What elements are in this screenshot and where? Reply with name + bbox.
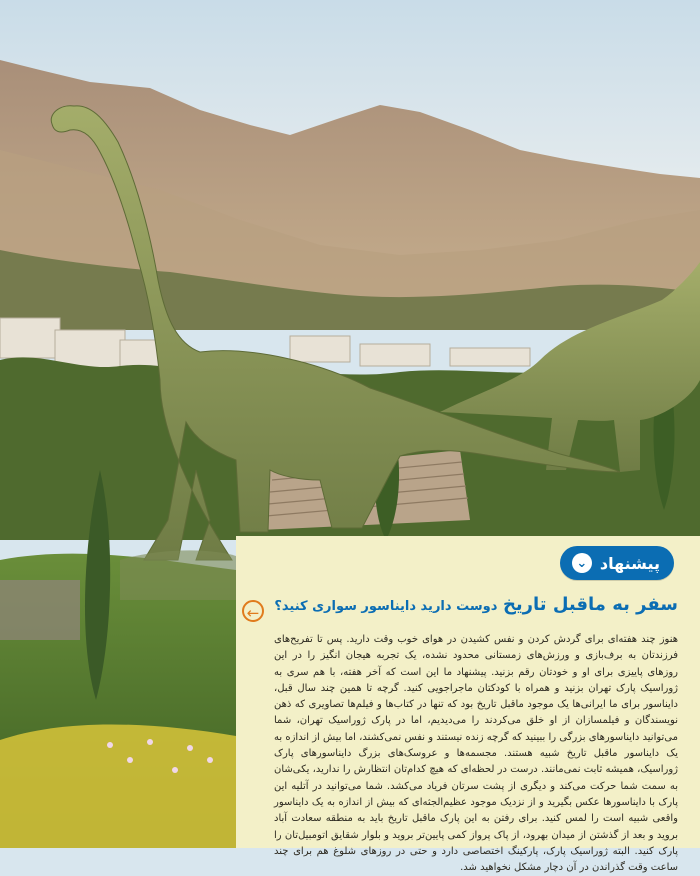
arrow-left-icon[interactable]: ← <box>242 600 264 622</box>
article-paragraph: هنوز چند هفته‌ای برای گردش کردن و نفس کشیدن در هوای خوب وقت دارید. پس تا تفریح‌های فرزندتان به برف‌بازی و ورزش‌های زمستانی محدود نشده، یک تجربه هیجان انگیز را در این روزهای پاییزی برای او و خودتان رقم بزنید. پیشنهاد ما این است که آخر هفته، با هم سری به ژوراسیک پارک تهران بزنید و همراه با کودکتان ماجراجویی کنید. گرچه تا همین چند سال قبل، دایناسور برای ما ایرانی‌ها یک موجود ماقبل تاریخ بود که تنها در کتاب‌ها و فیلم‌ها تصاویری که ذهن نویسندگان و فیلمسازان از او خلق می‌کردند را می‌دیدیم، اما در پارک ژوراسیک تهران، شما می‌توانید دایناسورهای بزرگی را ببینید که گرچه زنده نیستند و نفس نمی‌کشند، اما بیش از اندازه به یک دایناسور ماقبل تاریخ شبیه هستند. مجسمه‌ها و عروسک‌های بزرگ دایناسورهای پارک ژوراسیک، همیشه ثابت نمی‌مانند. درست در لحظه‌ای که هیچ کدام‌تان انتظارش را ندارید، یکی‌شان به سمت شما حرکت می‌کند و دیگری از پشت سرتان فریاد می‌کشد. شما می‌توانید در آتلیه این پارک با دایناسورها عکس بگیرید و از نزدیک موجود عظیم‌الجثه‌ای که بیش از اندازه به یک دایناسور واقعی شبیه است را لمس کنید. برای رفتن به این پارک ماقبل تاریخ باید به منطقه سعادت آباد بروید و بعد از گذشتن از میدان بهرود، از پاک پرواز کمی پایین‌تر بروید و بلوار شقایق اتومبیل‌تان را پارک کنید. البته ژوراسیک پارک، پارکینگ اختصاصی دارد و حتی در روزهای شلوغ هم برای چند ساعت وقت گذراندن در آن دچار مشکل نخواهید شد. <box>274 634 678 874</box>
suggestion-badge-label: پیشنهاد <box>599 553 660 573</box>
headline-main: سفر به ماقبل تاریخ <box>502 594 678 615</box>
chevron-down-icon: ⌄ <box>572 553 592 573</box>
headline-sub: دوست دارید دایناسور سواری کنید؟ <box>274 599 498 614</box>
article-panel <box>236 536 700 874</box>
suggestion-badge <box>560 546 674 580</box>
article-headline <box>274 594 678 615</box>
article-body <box>274 632 678 876</box>
